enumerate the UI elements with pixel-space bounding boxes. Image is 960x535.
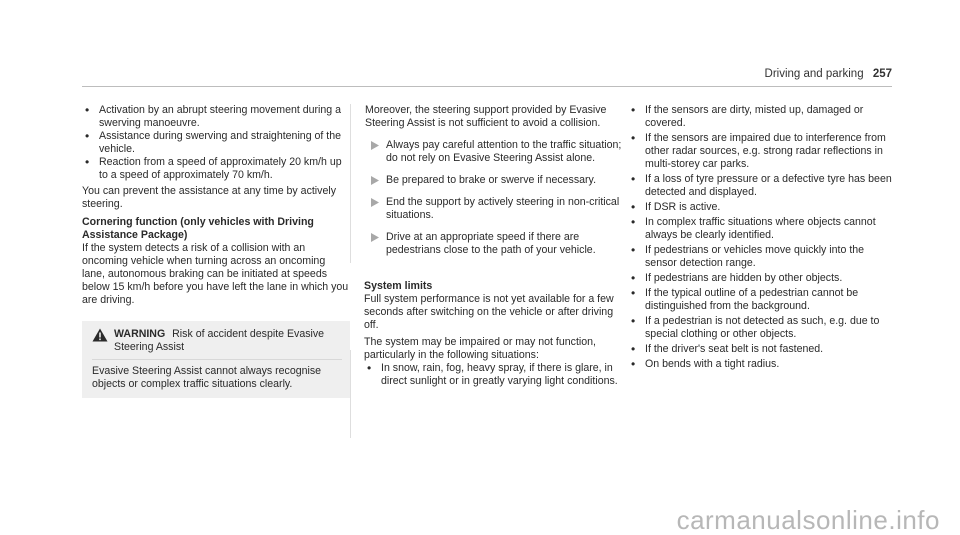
column-left [82, 104, 350, 398]
section-title: Driving and parking [764, 68, 864, 80]
warning-continuation-text: Moreover, the steering support provided by Evasive Steering Assist is not sufficient to avoid a collision. [365, 104, 607, 129]
list-item: • If the sensors are dirty, misted up, damaged or covered. [628, 104, 898, 130]
warning-title: Risk of accident despite Evasive Steering Assist [114, 328, 325, 353]
list-item: • Activation by an abrupt steering movement during a swerving manoeuvre. [82, 104, 350, 130]
action-item [365, 174, 622, 187]
header-rule [82, 86, 892, 87]
arrow-right-icon [371, 233, 379, 242]
situations-list [364, 362, 622, 388]
watermark: carmanualsonline.info [676, 505, 940, 535]
list-item: • If a pedestrian is not detected as such, e.g. due to special clothing or other objects. [628, 315, 898, 341]
action-text: Always pay careful attention to the traffic situation; do not rely on Evasive Steering Assist alone. [386, 139, 622, 164]
page-header [765, 68, 892, 81]
action-text: Drive at an appropriate speed if there are pedestrians close to the path of your vehicle. [386, 231, 596, 256]
column-divider [350, 350, 351, 438]
prevent-assistance-text: You can prevent the assistance at any time by actively steering. [82, 185, 337, 210]
system-limits-text: Full system performance is not yet available for a few seconds after switching on the vehicle or after driving off. [364, 293, 614, 331]
action-text: End the support by actively steering in non-critical situations. [386, 196, 620, 221]
warning-body: Evasive Steering Assist cannot always recognise objects or complex traffic situations clearly. [92, 359, 342, 391]
cornering-function-text: If the system detects a risk of a collision with an oncoming vehicle when turning across an oncoming lane, autonomous braking can be initiated at speeds below 15 km/h before you have left the lane in which you are driving. [82, 242, 349, 306]
warning-continuation [350, 104, 622, 263]
cornering-function-heading: Cornering function (only vehicles with Driving Assistance Package) [82, 216, 314, 241]
list-item: • On bends with a tight radius. [628, 358, 898, 371]
column-middle [364, 104, 622, 388]
action-item [365, 231, 622, 257]
warning-label: WARNING [114, 328, 166, 340]
list-item: • If the typical outline of a pedestrian cannot be distinguished from the background. [628, 287, 898, 313]
list-item: • Assistance during swerving and straightening of the vehicle. [82, 130, 350, 156]
list-item: • In snow, rain, fog, heavy spray, if there is glare, in direct sunlight or in greatly varying light conditions. [364, 362, 622, 388]
list-item: • If the driver's seat belt is not fastened. [628, 343, 898, 356]
list-item: • If pedestrians are hidden by other objects. [628, 272, 898, 285]
activation-list [82, 104, 350, 182]
system-limits-heading: System limits [364, 280, 433, 292]
arrow-right-icon [371, 141, 379, 150]
page-number: 257 [872, 68, 892, 80]
list-item: • If a loss of tyre pressure or a defective tyre has been detected and displayed. [628, 173, 898, 199]
warning-header [92, 328, 342, 354]
arrow-right-icon [371, 176, 379, 185]
arrow-right-icon [371, 198, 379, 207]
warning-triangle-icon [92, 328, 108, 342]
warning-title-block [114, 328, 342, 354]
action-item [365, 196, 622, 222]
warning-box [82, 321, 350, 398]
list-item: • Reaction from a speed of approximately 20 km/h up to a speed of approximately 70 km/h. [82, 156, 350, 182]
action-text: Be prepared to brake or swerve if necessary. [386, 174, 597, 186]
list-item: • If DSR is active. [628, 201, 898, 214]
list-item: • If pedestrians or vehicles move quickly into the sensor detection range. [628, 244, 898, 270]
list-item: • In complex traffic situations where objects cannot always be clearly identified. [628, 216, 898, 242]
limits-list [628, 104, 898, 371]
system-limits-situations: The system may be impaired or may not function, particularly in the following situations: [364, 336, 596, 361]
list-item: • If the sensors are impaired due to interference from other radar sources, e.g. strong radar reflections in multi-storey car parks. [628, 132, 898, 171]
column-right [628, 104, 898, 373]
action-item [365, 139, 622, 165]
